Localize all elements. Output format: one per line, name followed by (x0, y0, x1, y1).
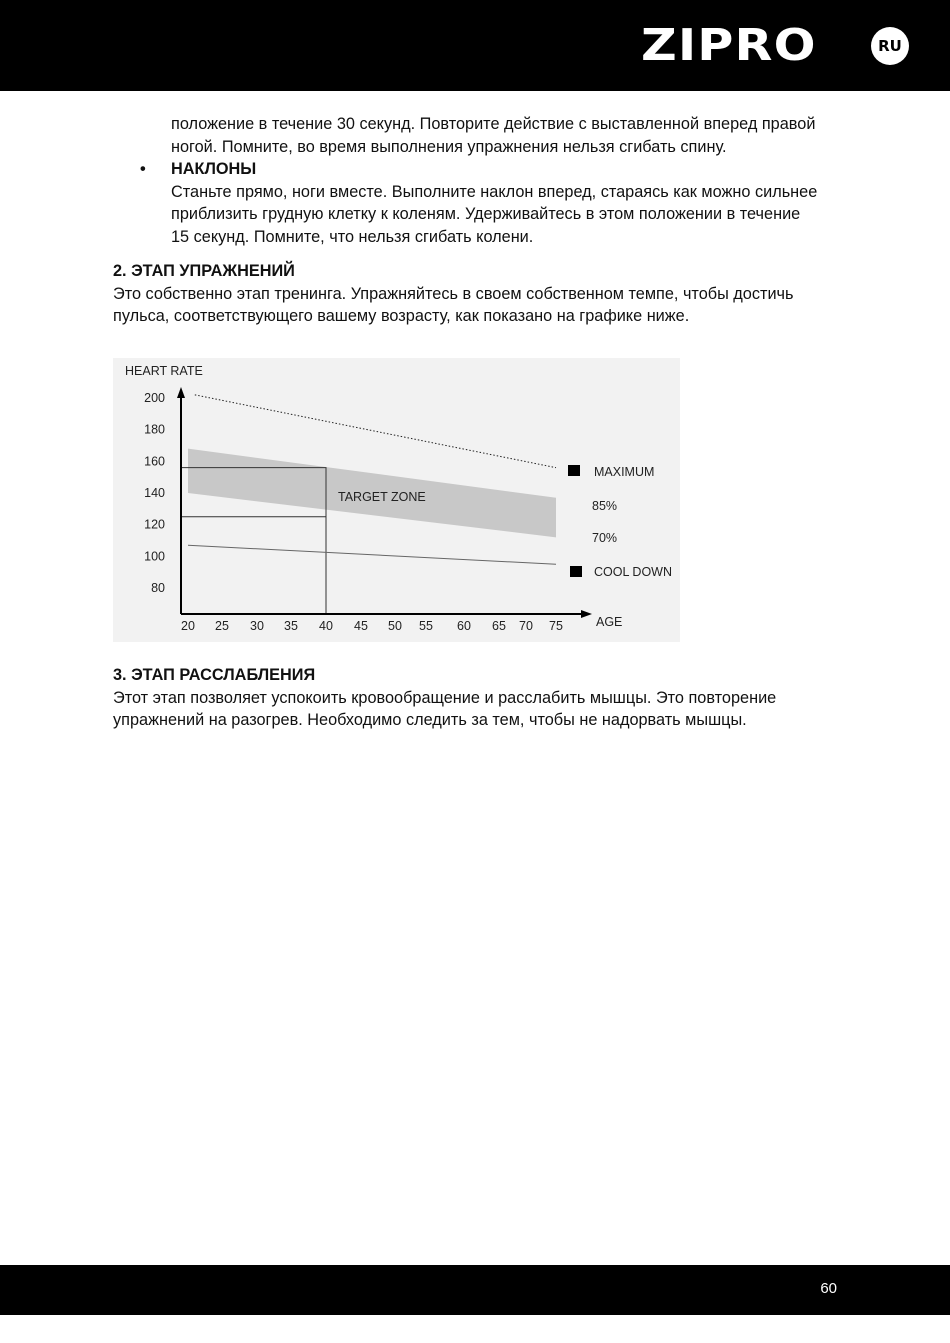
y-tick-label: 80 (151, 581, 165, 595)
section2-text-2: пульса, соответствующего вашему возрасту, как показано на графике ниже. (113, 307, 690, 325)
x-tick-label: 25 (215, 619, 229, 633)
section2-text-1: Это собственно этап тренинга. Упражняйтесь в своем собственном темпе, чтобы достичь (113, 284, 794, 303)
x-tick-label: 55 (419, 619, 433, 633)
heart-rate-chart (113, 358, 680, 642)
x-tick-label: 50 (388, 619, 402, 633)
intro-line-1: положение в течение 30 секунд. Повторите действие с выставленной вперед правой (171, 115, 816, 133)
y-tick-label: 120 (144, 517, 165, 532)
x-tick-label: 40 (319, 619, 333, 633)
x-tick-label: 30 (250, 619, 264, 633)
maximum-line (195, 395, 556, 468)
bullet-text-1: Станьте прямо, ноги вместе. Выполните наклон вперед, стараясь как можно сильнее (171, 182, 818, 201)
target-zone-label: TARGET ZONE (338, 490, 426, 504)
page-footer (0, 1265, 950, 1315)
section3-text-1: Этот этап позволяет успокоить кровообращение и расслабить мышцы. Это повторение (113, 688, 777, 707)
y-tick-label: 160 (144, 454, 165, 469)
x-tick-label: 75 (549, 619, 563, 633)
x-tick-label: 65 (492, 619, 506, 633)
section3 (113, 664, 843, 732)
x-tick-label: 45 (354, 619, 368, 633)
section3-heading: 3. ЭТАП РАССЛАБЛЕНИЯ (113, 666, 316, 684)
label-85: 85% (592, 499, 618, 513)
chart-svg (113, 358, 680, 642)
x-tick-label: 35 (284, 619, 298, 633)
maximum-label: MAXIMUM (594, 465, 655, 479)
x-tick-label: 70 (519, 619, 533, 633)
section3-text-2: упражнений на разогрев. Необходимо следить за тем, чтобы не надорвать мышцы. (113, 711, 747, 729)
page-header (0, 0, 950, 91)
x-tick-label: 60 (457, 619, 471, 633)
y-tick-label: 100 (144, 549, 165, 564)
bullet-text-3: 15 секунд. Помните, что нельзя сгибать колени. (171, 227, 534, 246)
main-content (113, 113, 843, 328)
x-axis-title: AGE (596, 615, 623, 629)
y-tick-label: 200 (144, 391, 165, 405)
zipro-logo: ZIPRO (641, 20, 817, 71)
language-badge: RU (871, 27, 909, 65)
bullet-item-bends (113, 158, 843, 248)
label-70: 70% (592, 531, 618, 545)
bullet-title: НАКЛОНЫ (171, 160, 257, 178)
y-axis-arrow-icon (177, 387, 185, 398)
y-axis-title: HEART RATE (125, 364, 203, 378)
x-tick-label: 20 (181, 619, 195, 633)
cool-down-line (188, 545, 556, 564)
cool-down-marker-icon (570, 566, 582, 577)
section2-heading: 2. ЭТАП УПРАЖНЕНИЙ (113, 262, 295, 280)
bullet-text-2: приблизить грудную клетку к коленям. Удерживайтесь в этом положении в течение (171, 205, 801, 223)
cool-down-label: COOL DOWN (594, 565, 673, 579)
intro-line-2: ногой. Помните, во время выполнения упражнения нельзя сгибать спину. (171, 137, 727, 156)
y-tick-label: 140 (144, 486, 165, 500)
x-axis-arrow-icon (581, 610, 592, 618)
bullet-icon: • (140, 160, 146, 178)
page-number: 60 (820, 1280, 837, 1297)
maximum-marker-icon (568, 465, 580, 476)
y-tick-label: 180 (144, 422, 165, 437)
